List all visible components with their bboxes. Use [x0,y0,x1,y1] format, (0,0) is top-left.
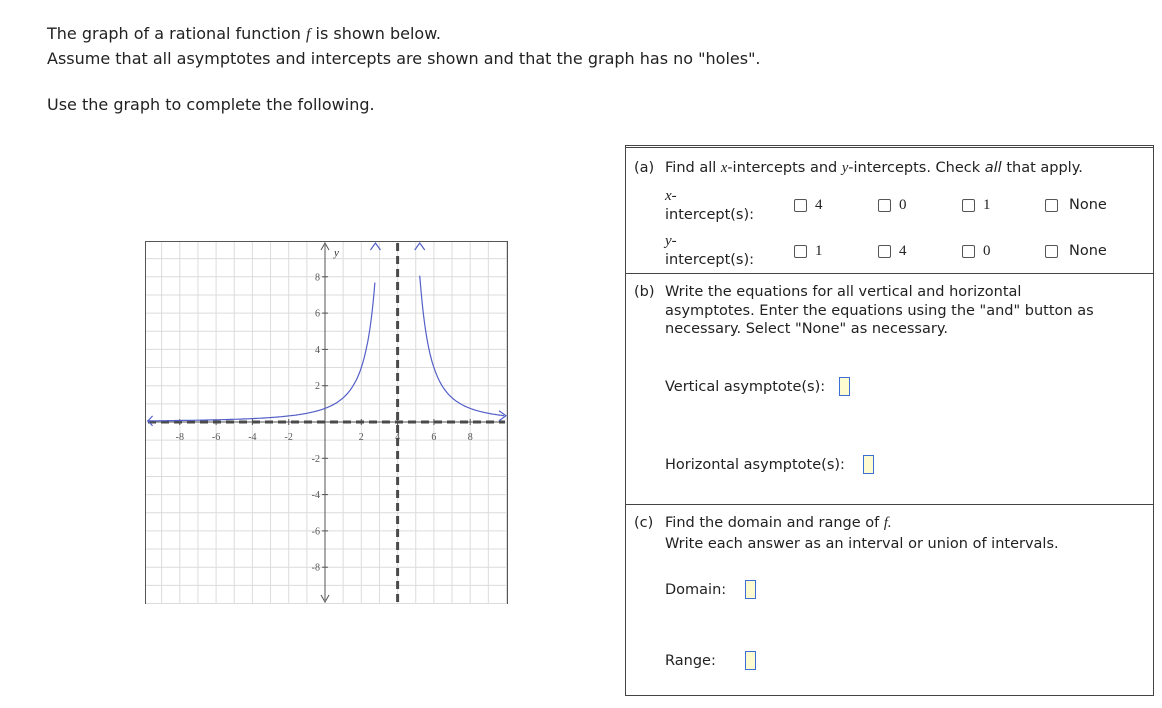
rational-function-graph [145,241,508,604]
x-tick-label: -8 [175,432,184,443]
domain-label: Domain: [665,581,727,598]
checkbox[interactable] [1045,199,1058,212]
intro-line-1: The graph of a rational function f is shown below. [47,24,441,43]
x-tick-label: 8 [467,432,473,443]
part-c [626,505,1153,695]
y-intercept-option-4[interactable]: 4 [878,243,907,260]
y-intercept-label: y- intercept(s): [665,233,755,268]
checkbox[interactable] [962,245,975,258]
part-c-letter: (c) [634,515,654,531]
y-tick-label: 6 [315,308,320,320]
domain-field [665,580,756,599]
checkbox[interactable] [878,199,891,212]
graph-svg [145,241,508,604]
y-tick-label: -4 [311,490,320,502]
intro-line-3: Use the graph to complete the following. [47,95,375,114]
x-intercept-option-none[interactable]: None [1045,197,1107,213]
part-b-prompt: Write the equations for all vertical and horizontal asymptotes. Enter the equations using the "and" button as necessary. Select "None" as necessary. [665,284,1094,337]
y-tick-label: 8 [315,272,320,284]
x-intercept-label: x- intercept(s): [665,188,755,223]
range-input[interactable] [745,651,756,670]
x-tick-label: 2 [358,432,364,443]
part-c-prompt: Find the domain and range of f. Write each answer as an interval or union of intervals. [665,515,1059,552]
horizontal-asymptote-input[interactable] [863,455,874,474]
y-tick-label: -6 [311,526,320,538]
horizontal-asymptote-field [665,455,874,474]
y-intercept-option-1[interactable]: 1 [794,243,823,260]
y-axis-label: y [334,247,339,259]
x-tick-label: 4 [395,432,401,443]
x-tick-label: 6 [431,432,437,443]
part-b-letter: (b) [634,284,655,300]
problem-intro [47,22,761,117]
checkbox[interactable] [794,199,807,212]
y-intercept-option-0[interactable]: 0 [962,243,991,260]
x-intercept-option-0[interactable]: 0 [878,197,907,214]
y-intercept-option-none[interactable]: None [1045,243,1107,259]
y-tick-label: -2 [311,453,320,465]
checkbox[interactable] [962,199,975,212]
range-label: Range: [665,652,716,669]
vertical-asymptote-label: Vertical asymptote(s): [665,378,826,395]
vertical-asymptote-input[interactable] [839,377,850,396]
part-a-prompt: Find all x-intercepts and y-intercepts. Check all that apply. [665,160,1083,176]
horizontal-asymptote-label: Horizontal asymptote(s): [665,456,845,473]
domain-input[interactable] [745,580,756,599]
question-panel [625,145,1154,696]
x-tick-label: -6 [211,432,221,443]
x-intercept-option-4[interactable]: 4 [794,197,823,214]
x-tick-label: -2 [284,432,293,443]
vertical-asymptote-field [665,377,850,396]
y-tick-label: 4 [315,344,320,356]
part-b [626,274,1153,505]
checkbox[interactable] [794,245,807,258]
y-tick-label: -8 [311,562,320,574]
x-tick-label: -4 [248,432,257,443]
checkbox[interactable] [878,245,891,258]
checkbox[interactable] [1045,245,1058,258]
part-a-letter: (a) [634,160,655,176]
y-tick-label: 2 [315,381,320,393]
intro-line-2: Assume that all asymptotes and intercepts are shown and that the graph has no "holes". [47,49,761,68]
x-intercept-option-1[interactable]: 1 [962,197,991,214]
part-a [626,146,1153,274]
range-field [665,651,756,670]
function-name: f [305,26,311,43]
